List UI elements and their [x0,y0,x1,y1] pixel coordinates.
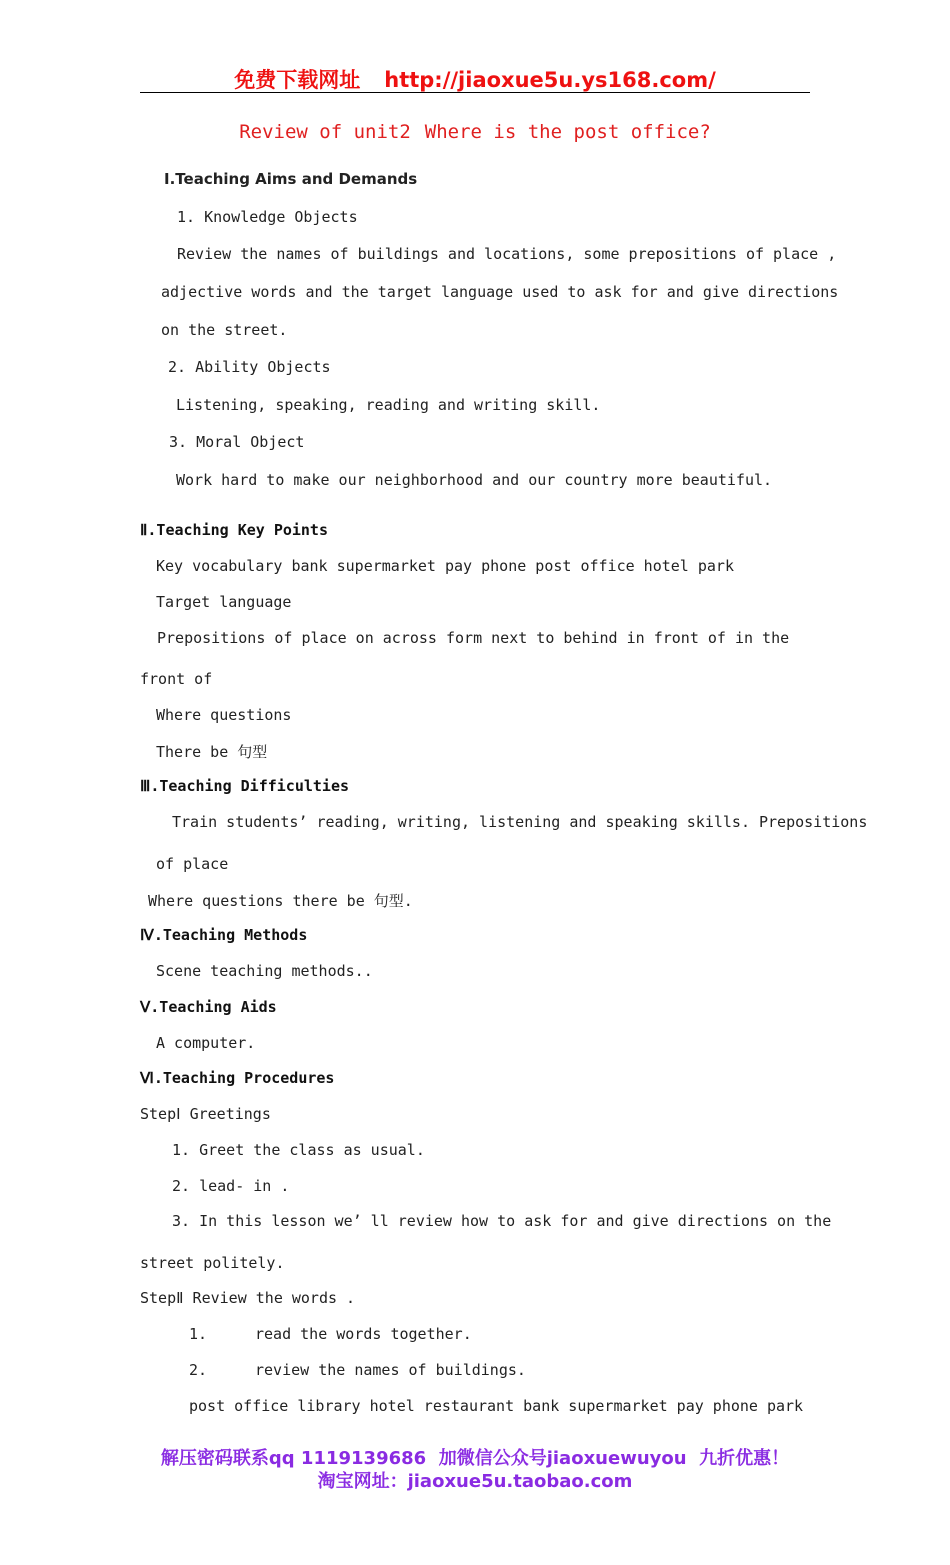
there-be: There be 句型 [156,743,268,761]
footer-wechat-id: jiaoxuewuyou [546,1448,687,1469]
header-label: 免费下载网址 [234,68,361,92]
section-2-heading: Ⅱ.Teaching Key Points [140,521,328,539]
moral-line: Work hard to make our neighborhood and our country more beautiful. [176,471,773,489]
section-4-heading: Ⅳ.Teaching Methods [140,926,308,944]
section-6-heading: Ⅵ.Teaching Procedures [140,1069,335,1087]
knowledge-heading: 1. Knowledge Objects [177,208,358,226]
ability-heading: 2. Ability Objects [168,358,331,376]
step-2-item-2-num: 2. [189,1361,208,1379]
methods-line: Scene teaching methods.. [156,962,373,980]
footer-wechat-label: 加微信公众号 [438,1448,547,1469]
title-right: Where is the post office? [424,121,711,143]
section-3-heading: Ⅲ.Teaching Difficulties [140,777,350,795]
step-1-item-3-cont: street politely. [140,1254,285,1272]
target-language: Target language [156,593,292,611]
knowledge-line-3: on the street. [161,321,288,339]
knowledge-line-1: Review the names of buildings and locations, some prepositions of place , [177,245,837,263]
header-url[interactable]: http://jiaoxue5u.ys168.com/ [384,68,716,92]
step-2-item-2-text: review the names of buildings. [255,1361,526,1379]
title-left: Review of unit2 [239,121,411,143]
difficulties-line-2: of place [156,855,229,873]
step-2-item-1-num: 1. [189,1325,208,1343]
step-1-item-2: 2. lead- in . [172,1177,290,1195]
footer-line-2 [0,1467,950,1493]
section-5-heading: Ⅴ.Teaching Aids [140,998,277,1016]
footer-discount: 九折优惠！ [699,1448,790,1469]
difficulties-line-3: Where questions there be 句型. [148,892,413,910]
step-2-heading: StepⅡ Review the words . [140,1289,356,1307]
footer-taobao-label: 淘宝网址： [317,1471,408,1492]
step-1-item-1: 1. Greet the class as usual. [172,1141,425,1159]
moral-heading: 3. Moral Object [169,433,305,451]
step-1-item-3: 3. In this lesson we’ ll review how to ask for and give directions on the [172,1212,832,1230]
step-2-item-1-text: read the words together. [255,1325,472,1343]
step-1-heading: StepⅠ Greetings [140,1105,271,1123]
prepositions-line: Prepositions of place on across form next to behind in front of in the [157,629,790,647]
footer-taobao-url[interactable]: jiaoxue5u.taobao.com [407,1471,633,1492]
header [0,64,950,94]
ability-line: Listening, speaking, reading and writing skill. [176,396,601,414]
header-divider [140,92,810,93]
building-words: post office library hotel restaurant bank supermarket pay phone park [189,1397,804,1415]
footer-contact-label: 解压密码联系 [160,1448,269,1469]
section-1-heading: Ⅰ.Teaching Aims and Demands [164,170,418,188]
aids-line: A computer. [156,1034,256,1052]
difficulties-line-1: Train students’ reading, writing, listening and speaking skills. Prepositions [172,813,868,831]
key-vocabulary: Key vocabulary bank supermarket pay phone post office hotel park [156,557,734,575]
knowledge-line-2: adjective words and the target language used to ask for and give directions [161,283,839,301]
footer-qq: qq 1119139686 [268,1448,427,1469]
page-title [0,121,950,143]
where-questions: Where questions [156,706,292,724]
prepositions-cont: front of [140,670,213,688]
